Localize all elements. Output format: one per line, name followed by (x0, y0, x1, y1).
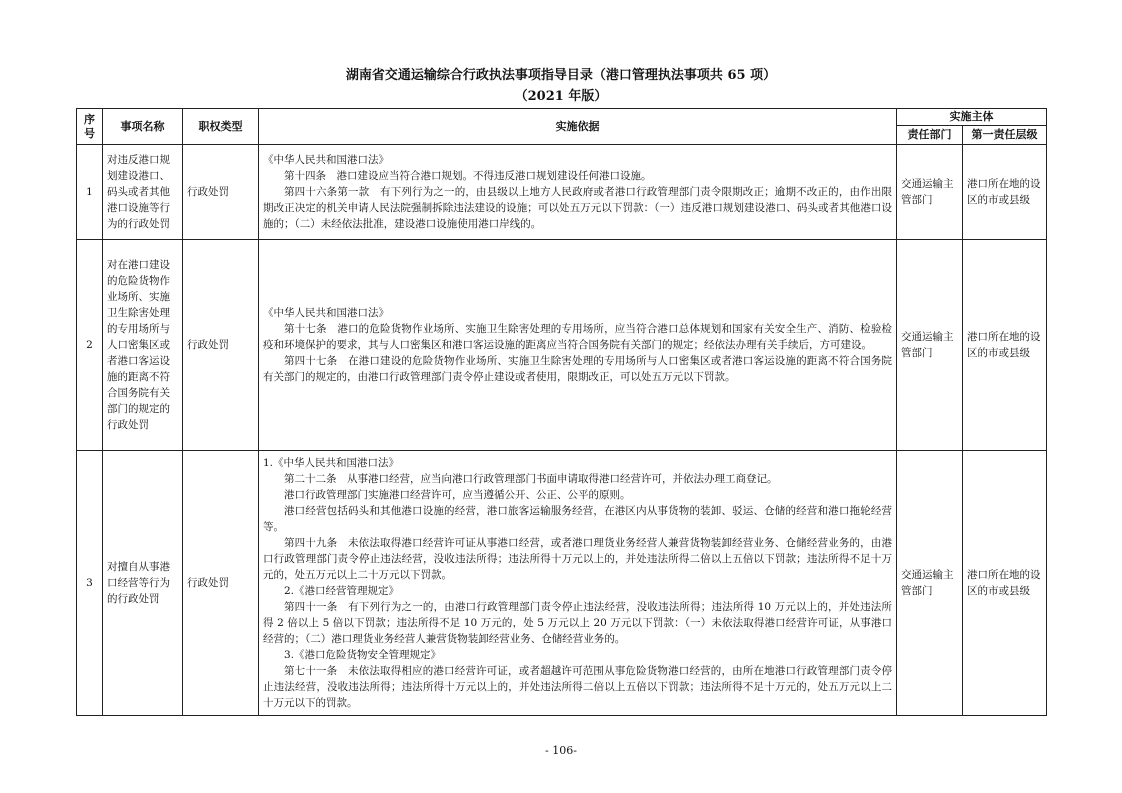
row-basis (259, 451, 897, 716)
enforcement-table (76, 108, 1047, 716)
row-seq: 2 (77, 240, 103, 451)
row-basis (259, 145, 897, 240)
page-number: - 106- (545, 744, 577, 757)
row-name: 对违反港口规划建设港口、码头或者其他港口设施等行为的行政处罚 (103, 145, 183, 240)
basis-paragraph: 第七十一条 未依法取得相应的港口经营许可证，或者超越许可范围从事危险货物港口经营的，由所在地港口行政管理部门责令停止违法经营，没收违法所得；违法所得十万元以上的，并处违法所得二倍以上五倍以下罚款；违法所得不足十万元的，处五万元以上二十万元以下的罚款。 (263, 665, 892, 709)
row-type: 行政处罚 (183, 451, 259, 716)
basis-paragraph: 第十四条 港口建设应当符合港口规划。不得违反港口规划建设任何港口设施。 (284, 170, 652, 182)
row-level: 港口所在地的设区的市或县级 (963, 240, 1047, 451)
row-type: 行政处罚 (183, 240, 259, 451)
table-row (77, 240, 1047, 451)
basis-paragraph: 《中华人民共和国港口法》 (263, 154, 389, 166)
basis-paragraph: 2.《港口经营管理规定》 (284, 585, 400, 597)
row-level: 港口所在地的设区的市或县级 (963, 145, 1047, 240)
header-seq: 序号 (77, 109, 103, 145)
header-level: 第一责任层级 (963, 126, 1047, 145)
header-subject: 实施主体 (897, 109, 1047, 126)
basis-paragraph: 第四十九条 未依法取得港口经营许可证从事港口经营，或者港口理货业务经营人兼营货物装卸经营业务、仓储经营业务的，由港口行政管理部门责令停止违法经营，没收违法所得；违法所得十万元以上的，并处违法所得二倍以上五倍以下罚款；违法所得不足十万元的，处五万元以上二十万元以下罚款。 (263, 537, 892, 581)
basis-paragraph: 第四十一条 有下列行为之一的，由港口行政管理部门责令停止违法经营，没收违法所得；违法所得 10 万元以上的，并处违法所得 2 倍以上 5 倍以下罚款；违法所得不足 10 万元的，处 5 万元以上 20 万元以下罚款：（一）未依法取得港口经营许可证，从事港口经营的；（二）港口理货业务经营人兼营货物装卸经营业务、仓储经营业务的。 (263, 601, 892, 645)
basis-paragraph: 1.《中华人民共和国港口法》 (263, 457, 400, 469)
header-dept: 责任部门 (897, 126, 963, 145)
row-type: 行政处罚 (183, 145, 259, 240)
document-subtitle: （2021 年版） (514, 89, 608, 104)
header-name: 事项名称 (103, 109, 183, 145)
row-dept: 交通运输主管部门 (897, 145, 963, 240)
basis-paragraph: 港口行政管理部门实施港口经营许可，应当遵循公开、公正、公平的原则。 (284, 489, 631, 501)
document-title: 湖南省交通运输综合行政执法事项指导目录（港口管理执法事项共 65 项） (345, 68, 777, 83)
row-level: 港口所在地的设区的市或县级 (963, 451, 1047, 716)
row-seq: 3 (77, 451, 103, 716)
basis-paragraph: 第二十二条 从事港口经营，应当向港口行政管理部门书面申请取得港口经营许可，并依法办理工商登记。 (284, 473, 778, 485)
row-dept: 交通运输主管部门 (897, 240, 963, 451)
header-type: 职权类型 (183, 109, 259, 145)
basis-paragraph: 第四十六条第一款 有下列行为之一的，由县级以上地方人民政府或者港口行政管理部门责令限期改正；逾期不改正的，由作出限期改正决定的机关申请人民法院强制拆除违法建设的设施；可以处五万元以下罚款：（一）违反港口规划建设港口、码头或者其他港口设施的；（二）未经依法批准，建设港口设施使用港口岸线的。 (263, 186, 892, 230)
row-name: 对在港口建设的危险货物作业场所、实施卫生除害处理的专用场所与人口密集区或者港口客运设施的距离不符合国务院有关部门的规定的行政处罚 (103, 240, 183, 451)
table-row (77, 145, 1047, 240)
row-basis (259, 240, 897, 451)
row-name: 对擅自从事港口经营等行为的行政处罚 (103, 451, 183, 716)
basis-paragraph: 3.《港口危险货物安全管理规定》 (284, 649, 442, 661)
basis-paragraph: 第四十七条 在港口建设的危险货物作业场所、实施卫生除害处理的专用场所与人口密集区或者港口客运设施的距离不符合国务院有关部门的规定的，由港口行政管理部门责令停止建设或者使用，限期改正，可以处五万元以下罚款。 (263, 355, 892, 383)
table-row (77, 451, 1047, 716)
row-dept: 交通运输主管部门 (897, 451, 963, 716)
basis-paragraph: 第十七条 港口的危险货物作业场所、实施卫生除害处理的专用场所，应当符合港口总体规划和国家有关安全生产、消防、检验检疫和环境保护的要求，其与人口密集区和港口客运设施的距离应当符合国务院有关部门的规定；经依法办理有关手续后，方可建设。 (263, 323, 892, 351)
row-seq: 1 (77, 145, 103, 240)
header-basis: 实施依据 (259, 109, 897, 145)
basis-paragraph: 《中华人民共和国港口法》 (263, 307, 389, 319)
basis-paragraph: 港口经营包括码头和其他港口设施的经营，港口旅客运输服务经营，在港区内从事货物的装卸、驳运、仓储的经营和港口拖轮经营等。 (263, 505, 892, 533)
